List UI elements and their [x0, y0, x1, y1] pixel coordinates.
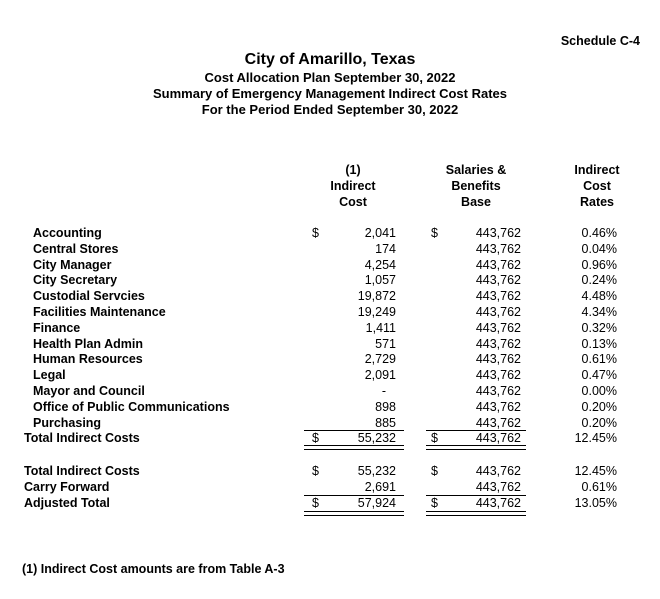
rate-value: 0.20% — [581, 415, 617, 430]
row-label: Health Plan Admin — [33, 336, 143, 351]
row-label: Human Resources — [33, 352, 143, 367]
base-value: 443,762 — [475, 226, 521, 240]
column-header-salaries-base — [426, 162, 526, 210]
subtotal-rule — [426, 430, 526, 431]
column-header-line: Rates — [579, 195, 615, 209]
table-row — [0, 400, 660, 416]
base-value: 443,762 — [475, 479, 521, 494]
table-row — [0, 337, 660, 353]
row-label: Office of Public Communications — [33, 399, 230, 414]
base-value: 443,762 — [475, 495, 521, 510]
total-double-rule — [426, 445, 526, 450]
base-value: 443,762 — [475, 336, 521, 351]
schedule-label: Schedule C-4 — [560, 34, 640, 48]
table-row — [0, 368, 660, 384]
rate-value: 0.04% — [581, 241, 617, 256]
report-subtitle-summary: Summary of Emergency Management Indirect Cost Rates — [153, 86, 507, 101]
row-label: City Manager — [33, 257, 112, 272]
report-subtitle-plan: Cost Allocation Plan September 30, 2022 — [204, 70, 456, 85]
rate-value: 4.48% — [581, 289, 617, 304]
table-row — [0, 321, 660, 337]
row-label: Carry Forward — [24, 479, 110, 494]
report-title: City of Amarillo, Texas — [244, 51, 416, 68]
indirect-cost-value: 1,411 — [365, 320, 396, 335]
column-header-line: Base — [461, 195, 491, 209]
rate-value: 0.61% — [581, 352, 617, 367]
indirect-cost-value: 1,057 — [364, 273, 396, 288]
base-value: 443,762 — [475, 415, 521, 430]
total-double-rule — [304, 511, 404, 516]
subtotal-rule — [426, 495, 526, 496]
rate-value: 0.13% — [581, 336, 617, 351]
row-label: Facilities Maintenance — [33, 304, 166, 319]
rate-value: 0.61% — [581, 479, 617, 494]
column-header-line: (1) — [345, 163, 361, 177]
dollar-sign: $ — [312, 226, 319, 240]
indirect-cost-value: 19,249 — [357, 304, 396, 319]
column-header-line: Benefits — [451, 179, 501, 193]
dollar-sign: $ — [312, 495, 319, 510]
base-value: 443,762 — [475, 257, 521, 272]
rate-value: 0.47% — [581, 368, 617, 383]
column-header-line: Indirect — [574, 163, 620, 177]
indirect-cost-value: 4,254 — [364, 257, 396, 272]
table-row — [0, 416, 660, 432]
indirect-cost-value: - — [381, 383, 386, 398]
row-label: Finance — [33, 320, 81, 335]
summary-row — [0, 480, 660, 496]
base-value: 443,762 — [475, 399, 521, 414]
table-row — [0, 258, 660, 274]
base-value: 443,762 — [475, 289, 521, 304]
row-label: Legal — [33, 368, 66, 383]
rate-value: 0.00% — [581, 383, 617, 398]
table-row — [0, 289, 660, 305]
base-value: 443,762 — [475, 352, 521, 367]
column-header-rates — [547, 162, 647, 210]
column-header-line: Cost — [583, 179, 611, 193]
row-label: Purchasing — [33, 415, 102, 430]
indirect-cost-total: 55,232 — [357, 431, 396, 446]
table-row — [0, 242, 660, 258]
total-double-rule — [304, 445, 404, 450]
report-title-block — [140, 50, 520, 118]
dollar-sign: $ — [431, 495, 438, 510]
cost-table — [0, 226, 660, 447]
table-row — [0, 305, 660, 321]
base-value: 443,762 — [475, 273, 521, 288]
table-row — [0, 384, 660, 400]
indirect-cost-value: 898 — [375, 399, 396, 414]
total-double-rule — [426, 511, 526, 516]
column-header-line: Indirect — [330, 179, 376, 193]
total-label: Total Indirect Costs — [24, 431, 140, 446]
rate-value: 0.32% — [581, 320, 617, 335]
rate-value: 4.34% — [581, 304, 617, 319]
base-value: 443,762 — [475, 383, 521, 398]
base-value: 443,762 — [475, 464, 521, 478]
dollar-sign: $ — [431, 464, 438, 478]
base-value: 443,762 — [475, 368, 521, 383]
indirect-cost-value: 57,924 — [357, 495, 396, 510]
rate-total: 12.45% — [574, 431, 617, 446]
indirect-cost-value: 2,729 — [364, 352, 396, 367]
indirect-cost-value: 885 — [375, 415, 396, 430]
footnote: (1) Indirect Cost amounts are from Table A-3 — [22, 562, 285, 576]
summary-table — [0, 464, 660, 511]
base-value: 443,762 — [475, 304, 521, 319]
dollar-sign: $ — [312, 431, 319, 446]
summary-row — [0, 464, 660, 480]
subtotal-rule — [304, 495, 404, 496]
row-label: Central Stores — [33, 241, 119, 256]
rate-value: 0.96% — [581, 257, 617, 272]
indirect-cost-value: 174 — [375, 241, 396, 256]
subtotal-rule — [304, 430, 404, 431]
column-header-indirect-cost — [303, 162, 403, 210]
indirect-cost-value: 2,041 — [364, 226, 396, 240]
indirect-cost-value: 2,691 — [364, 479, 396, 494]
table-row — [0, 273, 660, 289]
base-value: 443,762 — [475, 320, 521, 335]
rate-value: 0.20% — [581, 399, 617, 414]
base-value: 443,762 — [475, 241, 521, 256]
table-row — [0, 352, 660, 368]
row-label: Total Indirect Costs — [24, 464, 140, 478]
row-label: Accounting — [33, 226, 102, 240]
base-total: 443,762 — [475, 431, 521, 446]
row-label: Mayor and Council — [33, 383, 145, 398]
row-label: City Secretary — [33, 273, 118, 288]
rate-value: 0.46% — [581, 226, 617, 240]
column-header-line: Cost — [339, 195, 367, 209]
indirect-cost-value: 571 — [375, 336, 396, 351]
row-label: Custodial Servcies — [33, 289, 145, 304]
indirect-cost-value: 55,232 — [357, 464, 396, 478]
rate-value: 12.45% — [574, 464, 617, 478]
summary-row — [0, 496, 660, 512]
indirect-cost-value: 2,091 — [364, 368, 396, 383]
rate-value: 13.05% — [574, 495, 617, 510]
rate-value: 0.24% — [581, 273, 617, 288]
dollar-sign: $ — [431, 226, 438, 240]
column-header-line: Salaries & — [445, 163, 507, 177]
report-subtitle-period: For the Period Ended September 30, 2022 — [201, 102, 459, 117]
dollar-sign: $ — [431, 431, 438, 446]
row-label: Adjusted Total — [24, 495, 110, 510]
dollar-sign: $ — [312, 464, 319, 478]
table-row — [0, 226, 660, 242]
indirect-cost-value: 19,872 — [357, 289, 396, 304]
